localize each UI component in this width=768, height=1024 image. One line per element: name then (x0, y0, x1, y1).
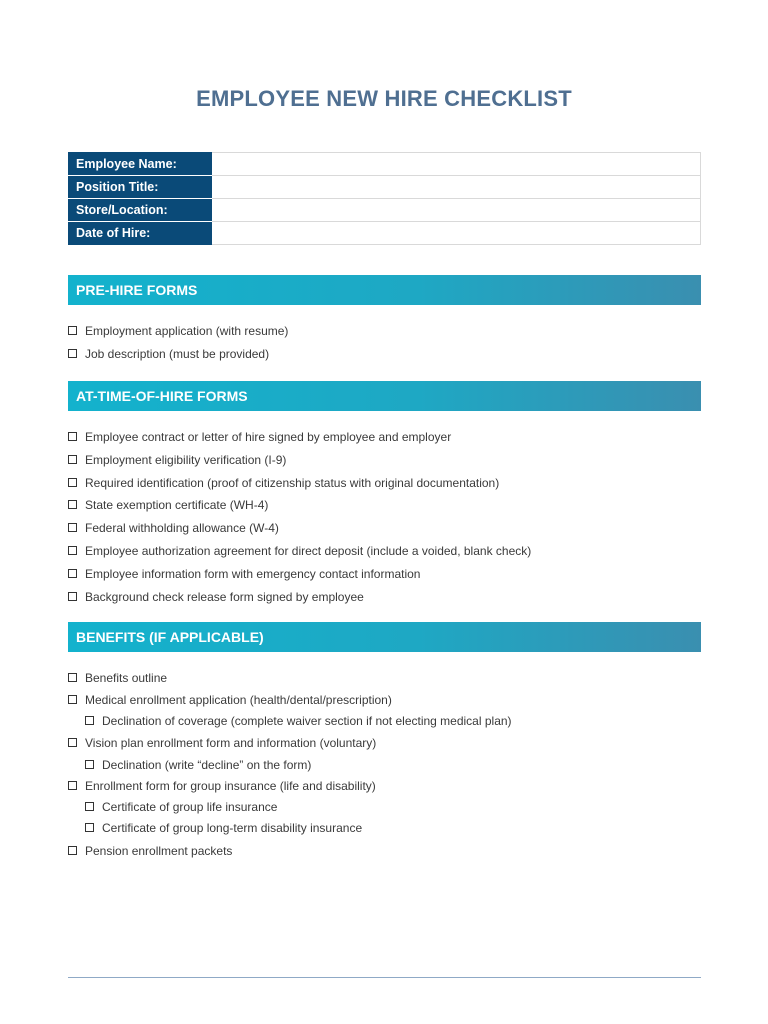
checkbox-icon[interactable] (68, 349, 77, 358)
checklist-item (68, 494, 531, 517)
checkbox-icon[interactable] (68, 695, 77, 704)
checkbox-icon[interactable] (68, 781, 77, 790)
checkbox-icon[interactable] (68, 546, 77, 555)
checklist-item-label: Declination of coverage (complete waiver section if not electing medical plan) (102, 714, 512, 729)
checkbox-icon[interactable] (68, 738, 77, 747)
checklist-at-time-of-hire (68, 426, 531, 608)
employee-name-label: Employee Name: (69, 153, 212, 176)
checklist-item-label: Vision plan enrollment form and information (voluntary) (85, 736, 377, 751)
checklist-benefits (68, 667, 512, 863)
checkbox-icon[interactable] (68, 478, 77, 487)
checklist-item (68, 449, 531, 472)
checklist-item-label: Certificate of group long-term disability insurance (102, 821, 363, 836)
date-of-hire-field[interactable] (212, 222, 701, 245)
checklist-item-label: Employee authorization agreement for direct deposit (include a voided, blank check) (85, 543, 532, 558)
checklist-item (68, 472, 531, 495)
checklist-item-label: Required identification (proof of citizenship status with original documentation) (85, 475, 500, 490)
checklist-item-label: Job description (must be provided) (85, 346, 270, 361)
checklist-subitem (68, 797, 512, 818)
checkbox-icon[interactable] (68, 673, 77, 682)
checkbox-icon[interactable] (85, 716, 94, 725)
checklist-item-label: Employee contract or letter of hire signed by employee and employer (85, 430, 452, 444)
checklist-subitem (68, 754, 512, 777)
checklist-item (68, 563, 531, 586)
checklist-item (68, 690, 512, 711)
checklist-item (68, 426, 531, 449)
checklist-item-label: State exemption certificate (WH-4) (85, 498, 269, 513)
checkbox-icon[interactable] (68, 523, 77, 532)
checkbox-icon[interactable] (85, 760, 94, 769)
checklist-item-label: Employee information form with emergency contact information (85, 566, 421, 581)
checklist-subitem (68, 817, 512, 840)
info-row-store-location (69, 199, 701, 222)
checklist-pre-hire (68, 320, 288, 366)
checklist-item (68, 540, 531, 563)
checklist-item-label: Employment application (with resume) (85, 324, 289, 338)
checkbox-icon[interactable] (68, 326, 77, 335)
store-location-label: Store/Location: (69, 199, 212, 222)
checkbox-icon[interactable] (68, 592, 77, 601)
checklist-item (68, 343, 288, 366)
checklist-item (68, 776, 512, 797)
checklist-item (68, 517, 531, 540)
date-of-hire-label: Date of Hire: (69, 222, 212, 245)
checklist-item (68, 840, 512, 863)
checklist-item-label: Declination (write “decline” on the form) (102, 757, 312, 772)
checklist-item (68, 733, 512, 754)
checkbox-icon[interactable] (68, 569, 77, 578)
checkbox-icon[interactable] (68, 846, 77, 855)
section-header-at-time-of-hire: AT-TIME-OF-HIRE FORMS (68, 381, 701, 411)
page-title: EMPLOYEE NEW HIRE CHECKLIST (196, 86, 572, 111)
position-title-label: Position Title: (69, 176, 212, 199)
checklist-item-label: Certificate of group life insurance (102, 799, 278, 814)
section-header-pre-hire: PRE-HIRE FORMS (68, 275, 701, 305)
info-row-date-of-hire (69, 222, 701, 245)
checklist-subitem (68, 710, 512, 733)
info-row-employee-name (69, 153, 701, 176)
info-row-position-title (69, 176, 701, 199)
checkbox-icon[interactable] (68, 455, 77, 464)
checklist-item (68, 586, 531, 609)
checklist-item (68, 667, 512, 690)
store-location-field[interactable] (212, 199, 701, 222)
checklist-item-label: Pension enrollment packets (85, 844, 233, 859)
checkbox-icon[interactable] (85, 802, 94, 811)
footer-divider (68, 977, 701, 978)
checklist-item-label: Employment eligibility verification (I-9) (85, 452, 287, 467)
position-title-field[interactable] (212, 176, 701, 199)
checklist-item-label: Medical enrollment application (health/dental/prescription) (85, 692, 392, 707)
checklist-item (68, 320, 288, 343)
checklist-item-label: Federal withholding allowance (W-4) (85, 521, 279, 536)
employee-info-table (68, 152, 701, 245)
checkbox-icon[interactable] (85, 823, 94, 832)
section-header-benefits: BENEFITS (IF APPLICABLE) (68, 622, 701, 652)
employee-name-field[interactable] (212, 153, 701, 176)
checkbox-icon[interactable] (68, 500, 77, 509)
checklist-item-label: Benefits outline (85, 671, 168, 685)
checklist-item-label: Enrollment form for group insurance (life and disability) (85, 779, 376, 794)
checklist-item-label: Background check release form signed by employee (85, 589, 364, 604)
checkbox-icon[interactable] (68, 432, 77, 441)
